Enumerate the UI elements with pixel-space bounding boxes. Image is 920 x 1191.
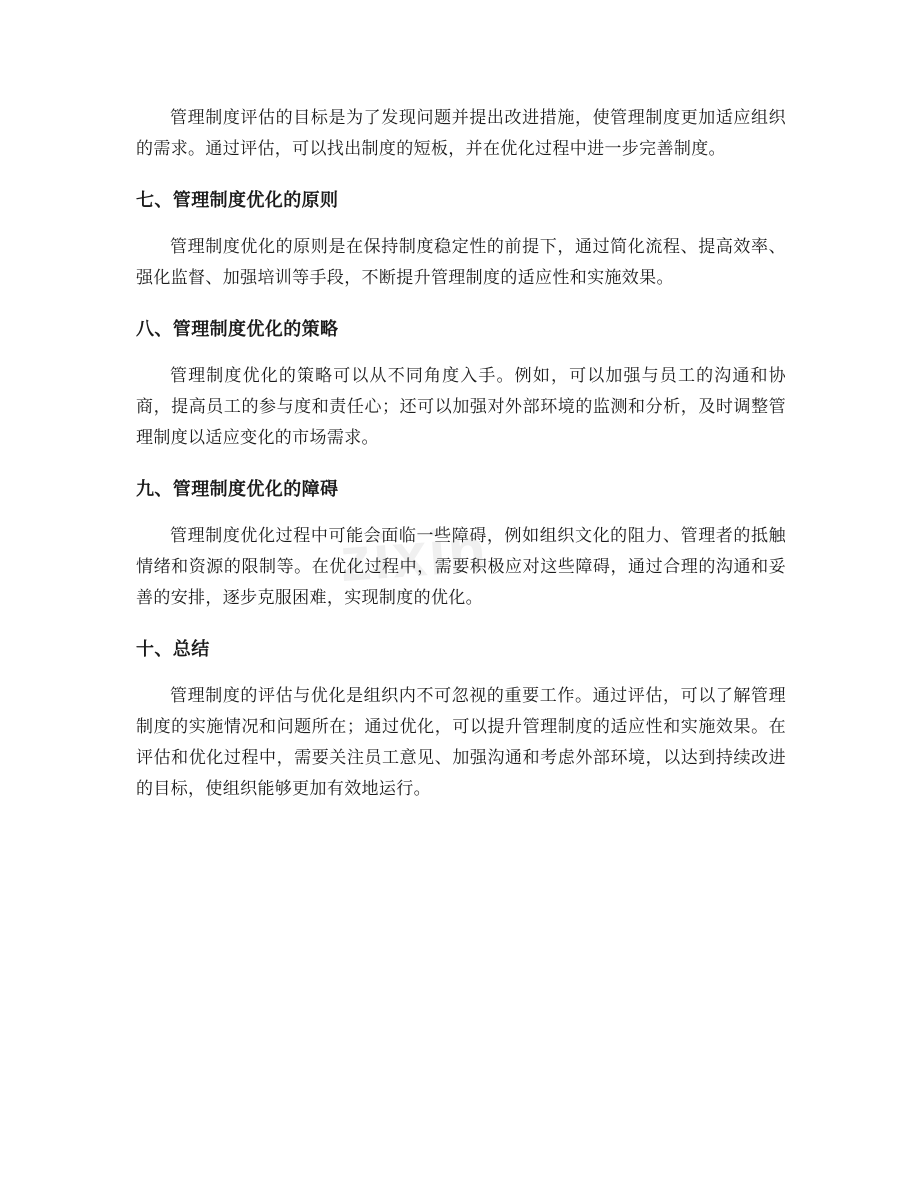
document-body xyxy=(136,103,786,805)
intro-paragraph: 管理制度评估的目标是为了发现问题并提出改进措施，使管理制度更加适应组织的需求。通过评估，可以找出制度的短板，并在优化过程中进一步完善制度。 xyxy=(136,108,786,159)
watermark: zixin xyxy=(337,515,491,596)
section-body-obstacles: 管理制度优化过程中可能会面临一些障碍，例如组织文化的阻力、管理者的抵触情绪和资源的限制等。在优化过程中，需要积极应对这些障碍，通过合理的沟通和妥善的安排，逐步克服困难，实现制度的优化。 xyxy=(136,526,786,608)
section-heading-principles: 七、管理制度优化的原则 xyxy=(136,190,339,211)
section-heading-obstacles: 九、管理制度优化的障碍 xyxy=(136,479,339,500)
section-body-principles: 管理制度优化的原则是在保持制度稳定性的前提下，通过简化流程、提高效率、强化监督、加强培训等手段，不断提升管理制度的适应性和实施效果。 xyxy=(136,237,786,288)
section-heading-summary: 十、总结 xyxy=(136,639,210,660)
section-body-summary: 管理制度的评估与优化是组织内不可忽视的重要工作。通过评估，可以了解管理制度的实施情况和问题所在；通过优化，可以提升管理制度的适应性和实施效果。在评估和优化过程中，需要关注员工意见、加强沟通和考虑外部环境，以达到持续改进的目标，使组织能够更加有效地运行。 xyxy=(136,686,786,799)
section-body-strategy: 管理制度优化的策略可以从不同角度入手。例如，可以加强与员工的沟通和协商，提高员工的参与度和责任心；还可以加强对外部环境的监测和分析，及时调整管理制度以适应变化的市场需求。 xyxy=(136,366,786,448)
section-heading-strategy: 八、管理制度优化的策略 xyxy=(136,319,339,340)
